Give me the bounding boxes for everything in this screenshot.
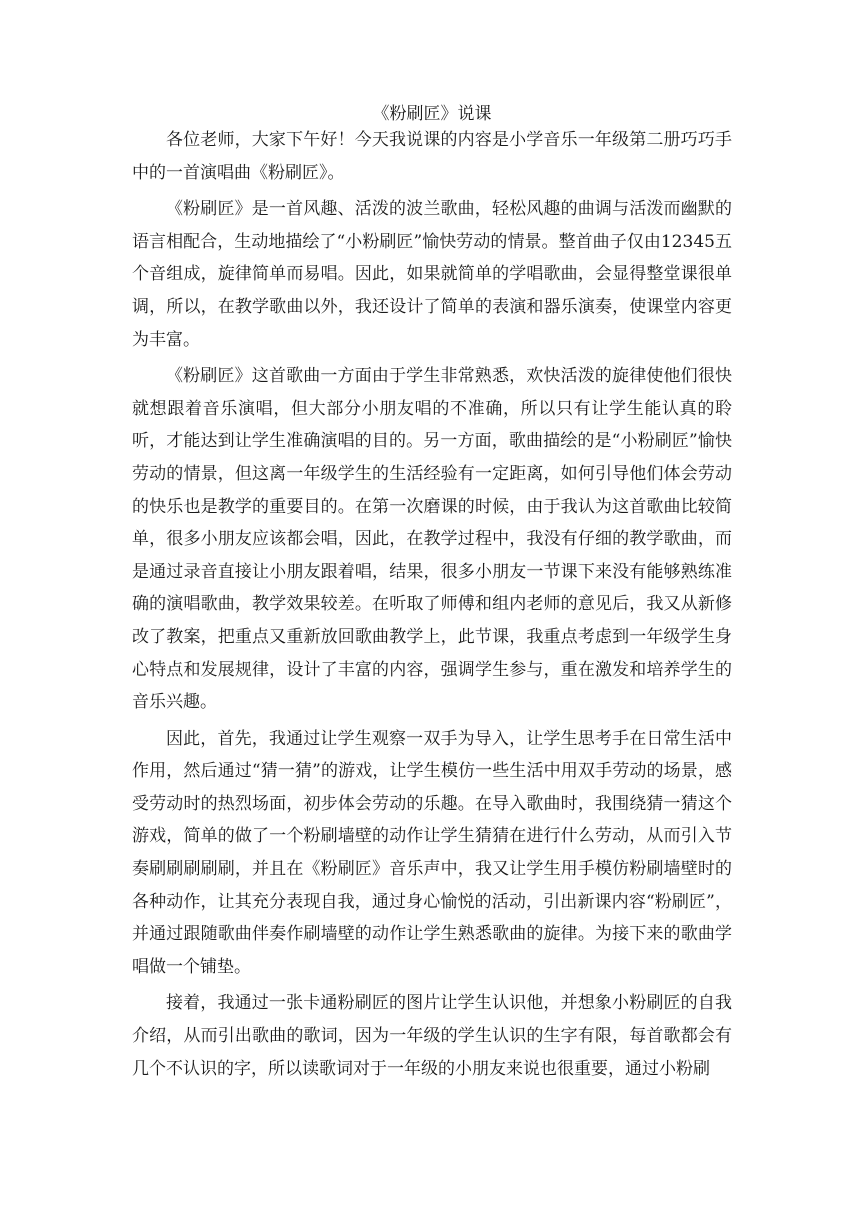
- paragraph-teaching-analysis: 《粉刷匠》这首歌曲一方面由于学生非常熟悉，欢快活泼的旋律使他们很快就想跟着音乐演唱，但大部分小朋友唱的不准确，所以只有让学生能认真的聆听，才能达到让学生准确演唱的目的。另一方面，歌曲描绘的是“小粉刷匠”愉快劳动的情景，但这离一年级学生的生活经验有一定距离，如何引导他们体会劳动的快乐也是教学的重要目的。在第一次磨课的时候，由于我认为这首歌曲比较简单，很多小朋友应该都会唱，因此，在教学过程中，我没有仔细的教学歌曲，而是通过录音直接让小朋友跟着唱，结果，很多小朋友一节课下来没有能够熟练准确的演唱歌曲，教学效果较差。在听取了师傅和组内老师的意见后，我又从新修改了教案，把重点又重新放回歌曲教学上，此节课，我重点考虑到一年级学生身心特点和发展规律，设计了丰富的内容，强调学生参与，重在激发和培养学生的音乐兴趣。: [132, 366, 732, 713]
- paragraph-song-intro: 《粉刷匠》是一首风趣、活泼的波兰歌曲，轻松风趣的曲调与活泼而幽默的语言相配合，生动地描绘了“小粉刷匠”愉快劳动的情景。整首曲子仅由12345五个音组成，旋律简单而易唱。因此，如果就简单的学唱歌曲，会显得整堂课很单调，所以，在教学歌曲以外，我还设计了简单的表演和器乐演奏，使课堂内容更为丰富。: [132, 199, 732, 350]
- paragraph-lesson-introduction: 因此，首先，我通过让学生观察一双手为导入，让学生思考手在日常生活中作用，然后通过“猜一猜”的游戏，让学生模仿一些生活中用双手劳动的场景，感受劳动时的热烈场面，初步体会劳动的乐趣。在导入歌曲时，我围绕猜一猜这个游戏，简单的做了一个粉刷墙壁的动作让学生猜猜在进行什么劳动，从而引入节奏刷刷刷刷刷，并且在《粉刷匠》音乐声中，我又让学生用手模仿粉刷墙壁时的各种动作，让其充分表现自我，通过身心愉悦的活动，引出新课内容“粉刷匠”，并通过跟随歌曲伴奏作刷墙壁的动作让学生熟悉歌曲的旋律。为接下来的歌曲学唱做一个铺垫。: [132, 728, 732, 977]
- document-body: [132, 98, 732, 1085]
- paragraph-greeting: 各位老师，大家下午好！今天我说课的内容是小学音乐一年级第二册巧巧手中的一首演唱曲《粉刷匠》。: [132, 130, 732, 183]
- document-title: 《粉刷匠》说课: [372, 104, 492, 124]
- paragraph-lyrics-learning: 接着，我通过一张卡通粉刷匠的图片让学生认识他，并想象小粉刷匠的自我介绍，从而引出歌曲的歌词，因为一年级的学生认识的生字有限，每首歌都会有几个不认识的字，所以读歌词对于一年级的小朋友来说也很重要，通过小粉刷: [132, 993, 732, 1079]
